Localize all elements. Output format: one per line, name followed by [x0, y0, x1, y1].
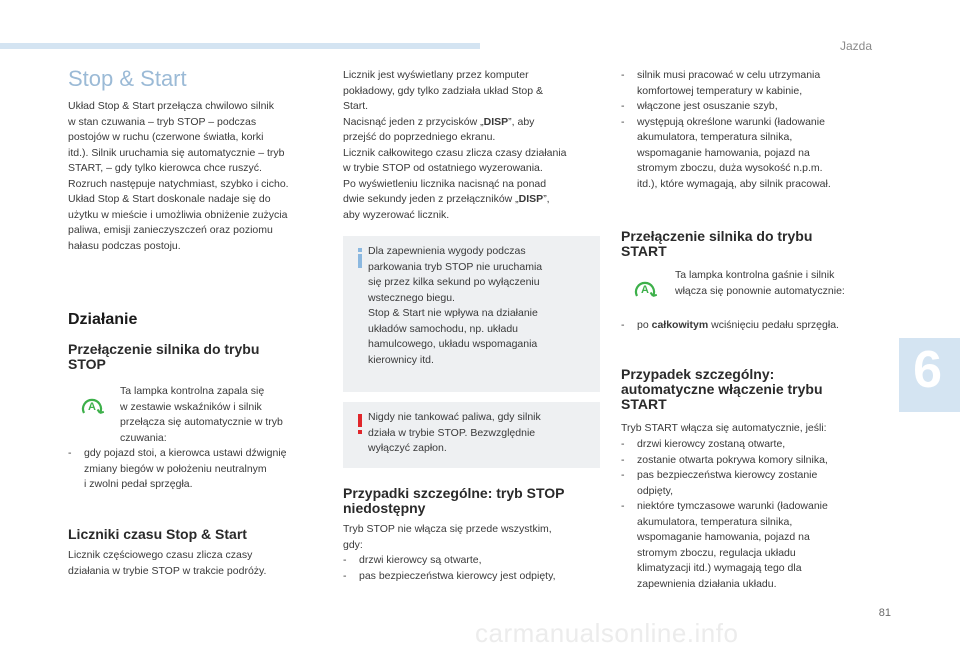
disp-button-label: DISP — [518, 193, 544, 205]
list-item: - silnik musi pracować w celu utrzymania komfortowej temperatury w kabinie, — [621, 68, 883, 99]
heading-stop-mode: Przełączenie silnika do trybu STOP — [68, 341, 260, 372]
stop-start-lamp-icon — [632, 277, 658, 299]
list-item: - gdy pojazd stoi, a kierowca ustawi dźwignię zmiany biegów w położeniu neutralnym i zwolni pedał sprzęgła. — [68, 446, 330, 493]
warning-note — [343, 402, 600, 468]
chapter-number: 6 — [913, 341, 942, 399]
heading-special-stop: Przypadki szczególne: tryb STOP niedostępny — [343, 485, 565, 516]
warning-note-text: Nigdy nie tankować paliwa, gdy silnik działa w trybie STOP. Bezwzględnie wyłączyć zapłon. — [368, 411, 541, 454]
special-start-list — [621, 437, 883, 592]
stop-blocking-list — [621, 68, 883, 192]
disp-button-label: DISP — [483, 115, 509, 128]
list-item: - pas bezpieczeństwa kierowcy zostanie odpięty, — [621, 468, 883, 499]
info-note — [343, 236, 600, 392]
stop-conditions-list — [68, 446, 330, 493]
start-conditions-list — [621, 318, 883, 334]
counter-description: Licznik jest wyświetlany przez komputer pokładowy, gdy tylko zadziała układ Stop & Start. Nacisnąć jeden z przycisków „DISP”, aby przejść do poprzedniego ekranu. Licznik całkowitego czasu zlicza czasy działania w trybie STOP od ostatniego wyzerowania. Po wyświetleniu licznika nacisnąć na ponad dwie sekundy jeden z przełączników „DISP”, aby wyzerować licznik. — [343, 69, 567, 221]
list-item: - włączone jest osuszanie szyb, — [621, 99, 883, 115]
special-stop-list — [343, 553, 605, 584]
heading-counters: Liczniki czasu Stop & Start — [68, 526, 247, 542]
heading-start-mode: Przełączenie silnika do trybu START — [621, 228, 813, 259]
intro-paragraph: Układ Stop & Start przełącza chwilowo silnik w stan czuwania – tryb STOP – podczas postojów w ruchu (czerwone światła, korki itd.). Silnik uruchamia się automatycznie – tryb START, – gdy tylko kierowca chce ruszyć. Rozruch następuje natychmiast, szybko i cicho. Układ Stop & Start doskonale nadaje się do użytku w mieście i umożliwia obniżenie zużycia paliwa, emisji zanieczyszczeń oraz poziomu hałasu podczas postoju. — [68, 100, 289, 252]
list-item: - po całkowitym wciśnięciu pedału sprzęgła. — [621, 318, 883, 334]
info-icon — [353, 248, 367, 268]
counters-text: Licznik częściowego czasu zlicza czasy działania w trybie STOP w trakcie podróży. — [68, 549, 267, 577]
list-item: - występują określone warunki (ładowanie akumulatora, temperatura silnika, wspomaganie hamowania, pojazd na stromym zboczu, duża wysokość n.p.m. itd.), które wymagają, aby silnik pracował. — [621, 115, 883, 193]
heading-operation: Działanie — [68, 311, 138, 328]
info-note-text: Dla zapewnienia wygody podczas parkowania tryb STOP nie uruchamia się przez kilka sekund po wyłączeniu wstecznego biegu. Stop & Start nie wpływa na działanie układów samochodu, np. układu hamulcowego, układu wspomagania kierownicy itd. — [368, 245, 543, 366]
list-item: - niektóre tymczasowe warunki (ładowanie akumulatora, temperatura silnika, wspomaganie hamowania, pojazd na stromym zboczu, regulacja układu klimatyzacji itd.) wymagają tego dla zapewnienia działania układu. — [621, 499, 883, 592]
list-item: - drzwi kierowcy zostaną otwarte, — [621, 437, 883, 453]
stop-lamp-text: Ta lampka kontrolna zapala się w zestawie wskaźników i silnik przełącza się automatycznie w tryb czuwania: — [120, 385, 283, 444]
header-accent-bar — [0, 43, 480, 49]
list-item: - zostanie otwarta pokrywa komory silnika, — [621, 453, 883, 469]
heading-special-start: Przypadek szczególny: automatyczne włączenie trybu START — [621, 366, 823, 412]
start-lamp-text: Ta lampka kontrolna gaśnie i silnik włącza się ponownie automatycznie: — [675, 269, 845, 297]
svg-text:A: A — [641, 284, 649, 296]
page-number: 81 — [878, 607, 891, 619]
list-item: - pas bezpieczeństwa kierowcy jest odpięty, — [343, 569, 605, 585]
stop-start-lamp-icon — [79, 394, 105, 416]
svg-text:A: A — [88, 401, 96, 413]
section-label: Jazda — [839, 39, 872, 53]
special-start-intro: Tryb START włącza się automatycznie, jeśli: — [621, 422, 827, 434]
watermark: carmanualsonline.info — [475, 618, 739, 648]
warning-icon — [353, 414, 367, 434]
list-item: - drzwi kierowcy są otwarte, — [343, 553, 605, 569]
page-title: Stop & Start — [68, 66, 187, 91]
special-stop-intro: Tryb STOP nie włącza się przede wszystkim, gdy: — [343, 523, 552, 551]
